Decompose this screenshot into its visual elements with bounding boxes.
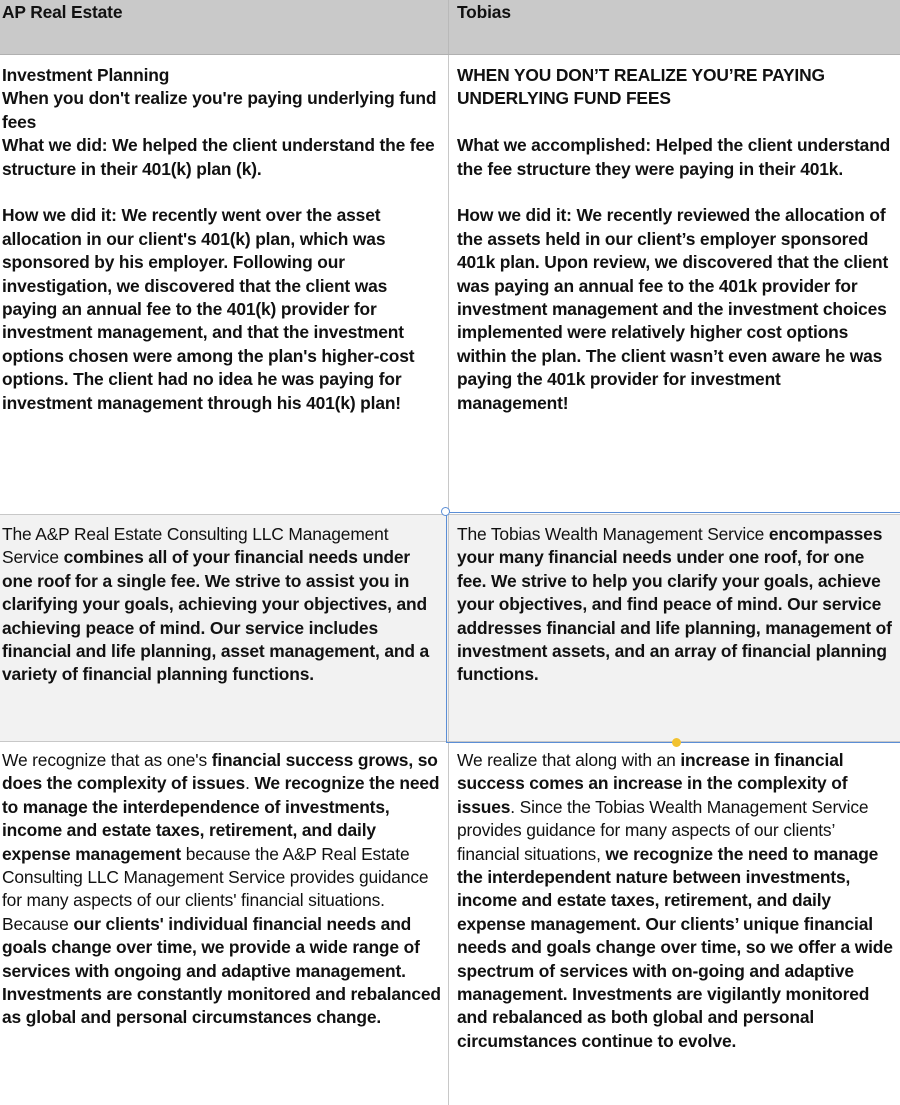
table-row	[0, 515, 900, 742]
cell-text-bold: we recognize the need to manage the interdependent nature between investments, income and estate taxes, retirement, and daily expense management. Our clients’ unique financial needs and goals change over time, so we offer a wide spectrum of services with on-going and adaptive management. Investments are vigilantly monitored and rebalanced as both global and personal circumstances continue to evolve.	[457, 843, 893, 1051]
cell-text: The Tobias Wealth Management Service	[457, 524, 769, 544]
cell-paragraph: How we did it: We recently went over the asset allocation in our client's 401(k) plan, which was sponsored by his employer. Following our investigation, we discovered that the client was paying an annual fee to the 401(k) provider for investment management, and that the investment options chosen were among the plan's higher-cost options. The client had no idea he was paying for investment management through his 401(k) plan!	[2, 205, 415, 413]
cell-paragraph: How we did it: We recently reviewed the allocation of the assets held in our client’s employer sponsored 401k plan. Upon review, we discovered that the client was paying an annual fee to the 401k provider for investment management and the investment choices implemented were relatively higher cost options within the plan. The client wasn’t even aware he was paying the 401k provider for investment management!	[457, 205, 889, 413]
table-cell[interactable]	[449, 742, 900, 1105]
table-cell[interactable]	[0, 742, 449, 1105]
cell-text: . Since the Tobias Wealth Management Service provides guidance for many aspects of our clients’ financial situations,	[457, 796, 869, 864]
cell-line: WHEN YOU DON’T REALIZE YOU’RE PAYING UNDERLYING FUND FEES	[457, 65, 825, 109]
cell-text-bold: financial success grows, so does the complexity of issues	[2, 750, 438, 794]
header-cell-tobias[interactable]: Tobias	[457, 2, 511, 22]
table-cell[interactable]	[0, 515, 449, 741]
table-cell-selected[interactable]	[449, 515, 900, 741]
cell-text: because the A&P Real Estate Consulting LLC Management Service provides guidance for many aspects of our clients' financial situations. Because	[2, 843, 429, 934]
cell-text-bold: our clients' individual financial needs and goals change over time, we provide a wide range of services with ongoing and adaptive management. Investments are constantly monitored and rebalanced as global and personal circumstances change.	[2, 913, 441, 1028]
header-cell-ap-real-estate[interactable]: AP Real Estate	[0, 0, 449, 54]
cell-line: When you don't realize you're paying underlying fund fees	[2, 88, 437, 132]
cell-text: We recognize that as one's	[2, 750, 212, 770]
cell-text: We realize that along with an	[457, 750, 681, 770]
cell-text-bold: combines all of your financial needs under one roof for a single fee. We strive to assist you in clarifying your goals, achieving your objectives, and achieving peace of mind. Our service includes financial and life planning, asset management, and a variety of financial planning functions.	[2, 547, 430, 685]
cell-line: What we did: We helped the client understand the fee structure in their 401(k) plan (k).	[2, 135, 435, 179]
selection-resize-handle-bottom[interactable]	[672, 738, 681, 747]
selection-resize-handle[interactable]	[441, 507, 450, 516]
cell-text-bold: increase in financial success comes an increase in the complexity of issues	[457, 750, 848, 817]
table-cell[interactable]	[449, 55, 900, 514]
table-cell[interactable]	[0, 55, 449, 514]
cell-line: Investment Planning	[2, 65, 170, 85]
table-row	[0, 55, 900, 515]
cell-text: The A&P Real Estate Consulting LLC Management Service	[2, 524, 389, 568]
cell-text: .	[245, 773, 255, 794]
table-row	[0, 742, 900, 1105]
header-row	[0, 0, 900, 55]
cell-line: What we accomplished: Helped the client understand the fee structure they were paying in their 401k.	[457, 135, 891, 179]
cell-text-bold: encompasses your many financial needs under one roof, for one fee. We strive to help you clarify your goals, achieve your objectives, and find peace of mind. Our service addresses financial and life planning, management of investment assets, and an array of financial planning functions.	[457, 524, 892, 685]
cell-text-bold: We recognize the need to manage the interdependence of investments, income and estate taxes, retirement, and daily expense management	[2, 773, 440, 864]
